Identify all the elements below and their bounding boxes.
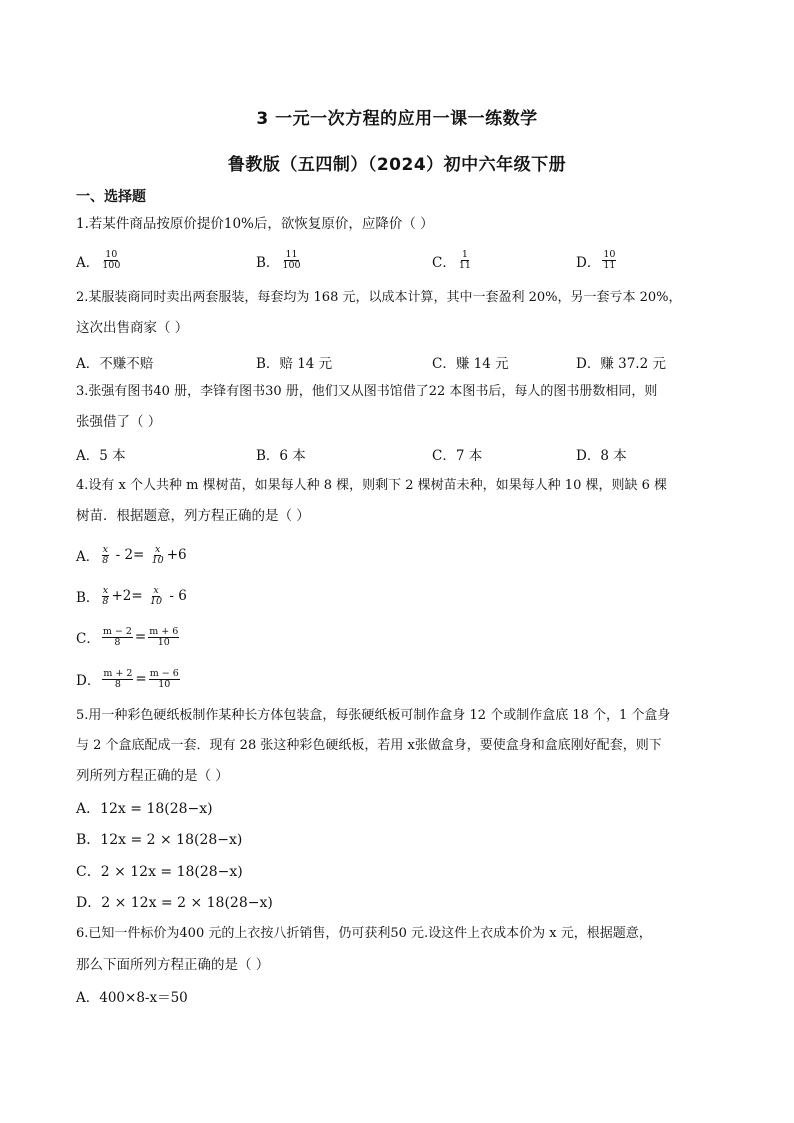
numerator: 10 (603, 249, 616, 260)
question-3-stem-line-1: 3.张强有图书40 册，李锋有图书30 册，他们又从图书馆借了22 本图书后，每人的图书册数相同，则 (76, 384, 658, 399)
option-label: C． (76, 631, 100, 647)
question-5-stem-line-2: 与 2 个盒底配成一套．现有 28 张这种彩色硬纸板，若用 x张做盒身，要使盒身和盒底刚好配套，则下 (76, 738, 662, 753)
numerator: m − 6 (149, 667, 179, 679)
numerator: m − 2 (102, 625, 132, 637)
question-2-stem-line-1: 2.某服装商同时卖出两套服装，每套均为 168 元，以成本计算，其中一套盈利 20%，另一套亏本 20%， (76, 290, 682, 305)
denominator: 100 (102, 260, 121, 271)
option-d: D．赚 37.2 元 (576, 356, 666, 372)
option-c: C．赚 14 元 (432, 356, 509, 372)
fraction (148, 627, 179, 648)
fraction (102, 627, 133, 648)
question-5-option-a: A．12x = 18(28−x) (76, 801, 213, 817)
option-b (256, 250, 304, 271)
option-a (76, 250, 123, 271)
question-6-option-a: A．400×8-x＝50 (76, 990, 188, 1006)
question-1-options (76, 250, 726, 272)
denominator: 8 (102, 554, 109, 566)
question-4-stem-line-1: 4.设有 x 个人共种 m 棵树苗，如果每人种 8 棵，则剩下 2 棵树苗未种，如果每人种 10 棵，则缺 6 棵 (76, 478, 668, 493)
question-1-stem: 1.若某件商品按原价提价10%后，欲恢复原价，应降价（ ） (76, 216, 434, 232)
numerator: x (153, 584, 159, 596)
page-title: 3 一元一次方程的应用一课一练数学 (256, 109, 538, 129)
operator: = (134, 629, 147, 645)
numerator: m + 2 (103, 667, 133, 679)
page-subtitle: 鲁教版（五四制）（2024）初中六年级下册 (227, 155, 567, 175)
option-label: D． (576, 254, 601, 271)
question-5-stem-line-1: 5.用一种彩色硬纸板制作某种长方体包装盒，每张硬纸板可制作盒身 12 个或制作盒底 18 个，1 个盒身 (76, 708, 671, 723)
section-heading: 一、选择题 (76, 189, 146, 205)
numerator: 10 (105, 249, 118, 260)
operator: = (135, 671, 147, 687)
denominator: 10 (149, 595, 163, 607)
equation-tail: +6 (166, 547, 187, 563)
denominator: 8 (114, 678, 121, 690)
fraction (602, 250, 616, 271)
denominator: 11 (458, 260, 471, 271)
question-5-option-c: C．2 × 12x = 18(28−x) (76, 864, 243, 880)
option-label: A． (76, 254, 100, 271)
fraction (149, 669, 180, 690)
fraction (281, 250, 301, 271)
option-label: A． (76, 549, 100, 565)
option-label: C． (432, 254, 456, 271)
fraction (102, 669, 133, 690)
fraction (458, 250, 472, 271)
question-4-option-d (76, 664, 182, 694)
numerator: 1 (461, 249, 468, 260)
fraction (101, 586, 109, 607)
option-label: B． (76, 590, 100, 606)
option-c (432, 250, 474, 271)
question-5-stem-line-3: 列所列方程正确的是（ ） (76, 768, 229, 784)
numerator: x (102, 584, 109, 596)
option-c: C．7 本 (432, 448, 483, 464)
option-a: A．5 本 (76, 448, 126, 464)
question-5-option-d: D．2 × 12x = 2 × 18(28−x) (76, 895, 273, 911)
numerator: x (102, 543, 108, 555)
option-label: B． (256, 254, 280, 271)
question-3-options (76, 444, 726, 466)
fraction (101, 250, 121, 271)
question-6-stem-line-2: 那么下面所列方程正确的是（ ） (76, 957, 270, 973)
option-label: D． (76, 673, 101, 689)
question-3-stem-line-2: 张强借了（ ） (76, 414, 162, 430)
denominator: 8 (102, 595, 109, 607)
numerator: x (155, 543, 161, 555)
fraction (151, 545, 165, 566)
denominator: 8 (114, 636, 121, 648)
question-4-stem-line-2: 树苗．根据题意，列方程正确的是（ ） (76, 508, 310, 524)
question-2-stem-line-2: 这次出售商家（ ） (76, 320, 189, 336)
operator: - 2= (111, 547, 149, 563)
question-2-options (76, 352, 726, 374)
equation-tail: - 6 (165, 588, 187, 604)
numerator: m + 6 (149, 625, 179, 637)
denominator: 11 (603, 260, 616, 271)
denominator: 100 (282, 260, 301, 271)
denominator: 10 (158, 678, 171, 690)
option-b: B．6 本 (256, 448, 306, 464)
fraction (149, 586, 163, 607)
option-a: A．不赚不赔 (76, 356, 154, 372)
denominator: 10 (151, 554, 164, 566)
numerator: 11 (285, 249, 298, 260)
denominator: 10 (157, 636, 170, 648)
option-d (576, 250, 618, 271)
question-4-option-b (76, 581, 187, 611)
option-d: D．8 本 (576, 448, 627, 464)
option-b: B．赔 14 元 (256, 356, 333, 372)
question-5-option-b: B．12x = 2 × 18(28−x) (76, 832, 243, 848)
question-4-option-c (76, 622, 181, 652)
operator: +2= (111, 588, 147, 604)
question-4-option-a (76, 540, 187, 570)
question-6-stem-line-1: 6.已知一件标价为400 元的上衣按八折销售，仍可获利50 元.设这件上衣成本价为 x 元，根据题意， (76, 926, 652, 941)
fraction (101, 545, 109, 566)
